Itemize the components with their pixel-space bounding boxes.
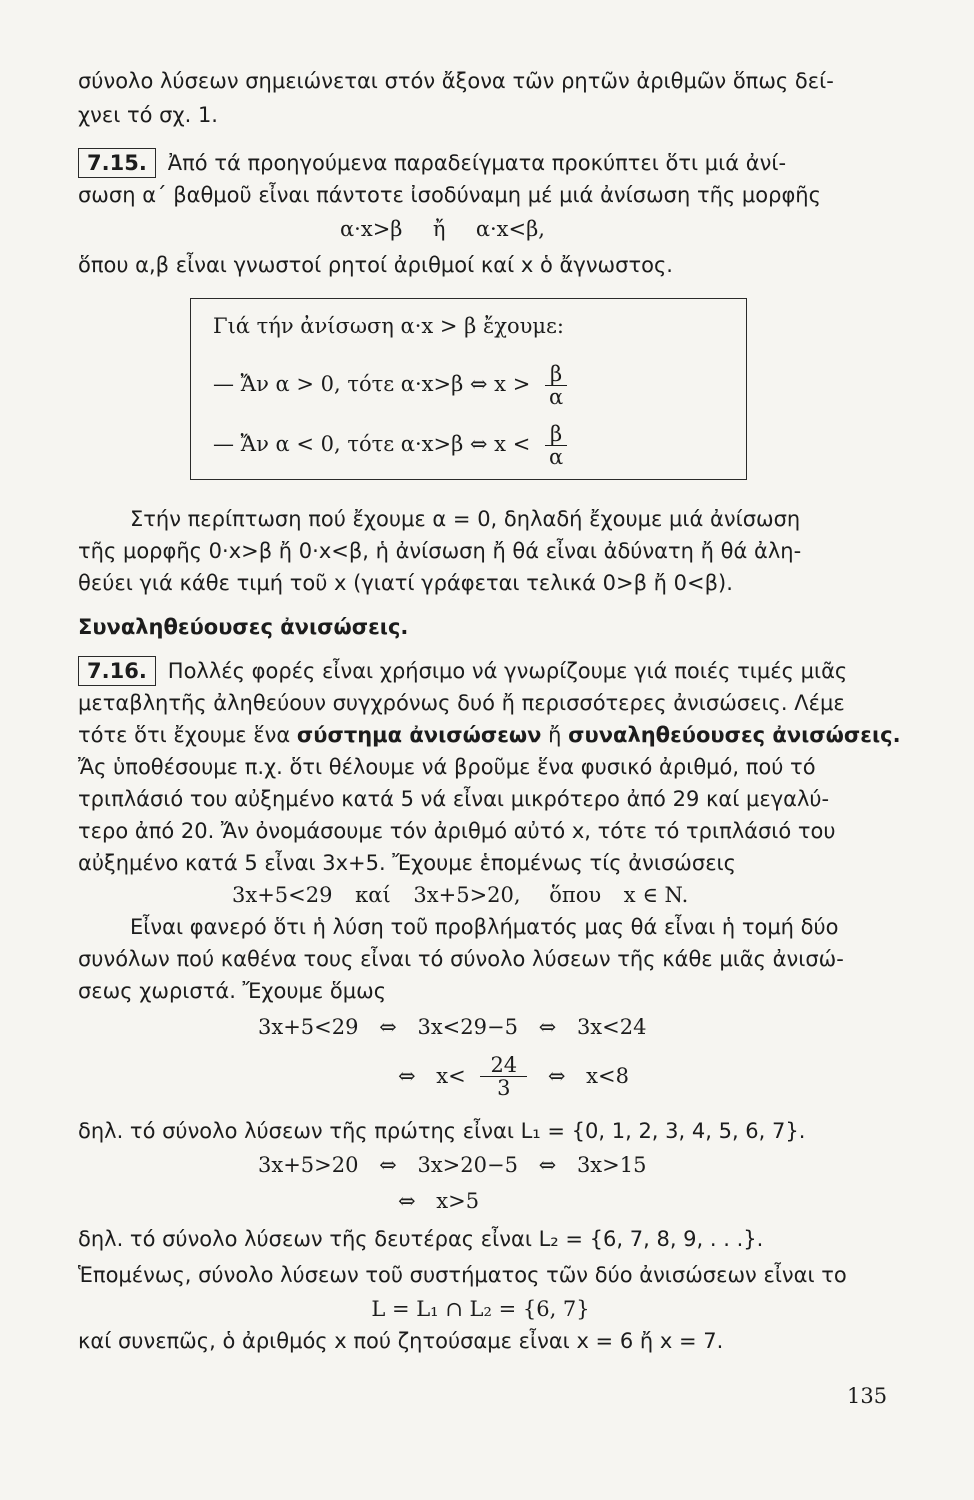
text-line: τριπλάσιό του αὐξημένο κατά 5 νά εἶναι μικρότερο ἀπό 29 καί μεγαλύ- [78, 787, 830, 811]
math-expr: x<8 [586, 1064, 629, 1088]
fraction-denominator: α [548, 385, 564, 409]
text-line [78, 720, 901, 750]
equiv-symbol: ⇔ [379, 1153, 397, 1177]
equiv-symbol: ⇔ [547, 1064, 566, 1088]
rule-box [190, 298, 747, 480]
section-number-7-15: 7.15. [78, 148, 156, 178]
text-line: συνόλων πού καθένα τους εἶναι τό σύνολο λύσεων τῆς κάθε μιᾶς ἀνισώ- [78, 947, 844, 971]
inequality-system [232, 880, 792, 910]
text-line: χνει τό σχ. 1. [78, 103, 218, 127]
equiv-symbol: ⇔ [379, 1015, 397, 1039]
box-rule-positive [213, 363, 567, 408]
page-number: 135 [847, 1384, 888, 1408]
section-number-7-16: 7.16. [78, 656, 156, 686]
math-expr: x>5 [436, 1189, 480, 1213]
text-line: δηλ. τό σύνολο λύσεων τῆς δευτέρας εἶναι L₂ = {6, 7, 8, 9, . . .}. [78, 1227, 764, 1251]
math-expr: 3x<29−5 [417, 1015, 518, 1039]
text-line: δηλ. τό σύνολο λύσεων τῆς πρώτης εἶναι L₁ = {0, 1, 2, 3, 4, 5, 6, 7}. [78, 1119, 806, 1143]
section-7-16-line [78, 656, 883, 686]
text-line: σύνολο λύσεων σημειώνεται στόν ἄξονα τῶν ρητῶν ἀριθμῶν ὅπως δεί- [78, 69, 834, 93]
text-line: τῆς μορφῆς 0·x>β ἤ 0·x<β, ἡ ἀνίσωση ἤ θά εἶναι ἀδύνατη ἤ θά ἀλη- [78, 539, 802, 563]
box-line: Γιά τήν ἀνίσωση α·x > β ἔχουμε: [213, 314, 565, 338]
text-line: Ἄς ὑποθέσουμε π.χ. ὅτι θέλουμε νά βροῦμε ἕνα φυσικό ἀριθμό, πού τό [78, 755, 816, 779]
text-line: καί συνεπῶς, ὁ ἀριθμός x πού ζητούσαμε εἶναι x = 6 ἤ x = 7. [78, 1329, 724, 1353]
equiv-symbol: ⇔ [398, 1189, 416, 1213]
where-word: ὅπου [549, 883, 602, 907]
math-expr: 3x<24 [576, 1015, 647, 1039]
text-span: τότε ὅτι ἔχουμε ἕνα [78, 723, 291, 747]
inequality-2: 3x+5>20, [413, 883, 521, 907]
final-intersection: L = L₁ ∩ L₂ = {6, 7} [371, 1297, 590, 1321]
fraction-beta-alpha [545, 423, 567, 468]
text-line: Πολλές φορές εἶναι χρήσιμο νά γνωρίζουμε γιά ποιές τιμές μιᾶς [167, 659, 848, 683]
math-expr: 3x+5<29 [258, 1015, 359, 1039]
equiv-symbol: ⇔ [398, 1064, 416, 1088]
math-expr: 3x+5>20 [258, 1153, 359, 1177]
math-expr: x< [436, 1064, 466, 1088]
fraction-denominator: 3 [497, 1076, 511, 1100]
text-line: Εἶναι φανερό ὅτι ἡ λύση τοῦ προβλήματός μας θά εἶναι ἡ τομή δύο [130, 915, 839, 939]
text-line: Στήν περίπτωση πού ἔχουμε α = 0, δηλαδή ἔχουμε μιά ἀνίσωση [130, 507, 801, 531]
text-line: τερο ἀπό 20. Ἄν ὀνομάσουμε τόν ἀριθμό αὐτό x, τότε τό τριπλάσιό του [78, 819, 836, 843]
text-line: Ἑπομένως, σύνολο λύσεων τοῦ συστήματος τῶν δύο ἀνισώσεων εἶναι το [78, 1263, 847, 1287]
box-rule-negative [213, 423, 567, 468]
box-rule-text: — Ἄν α < 0, τότε α·x>β ⇔ x < [213, 432, 531, 456]
math-expr: 3x>15 [576, 1153, 647, 1177]
section-7-15-line [78, 148, 883, 178]
or-word: ἤ [432, 217, 446, 241]
form-greater: α·x>β [340, 217, 403, 241]
and-word: καί [355, 883, 391, 907]
text-line: θεύει γιά κάθε τιμή τοῦ x (γιατί γράφεται τελικά 0>β ἤ 0<β). [78, 571, 733, 595]
equiv-symbol: ⇔ [538, 1153, 557, 1177]
math-expr: 3x>20−5 [417, 1153, 518, 1177]
math-step-4 [398, 1186, 698, 1216]
form-less: α·x<β, [475, 217, 545, 241]
text-line: αὐξημένο κατά 5 εἶναι 3x+5. Ἔχουμε ἑπομένως τίς ἀνισώσεις [78, 851, 736, 875]
term-system-of-inequalities: σύστημα ἀνισώσεων [296, 723, 542, 747]
fraction-denominator: α [548, 445, 564, 469]
text-span: ἤ [548, 723, 562, 747]
equiv-symbol: ⇔ [538, 1015, 557, 1039]
fraction-24-over-3 [480, 1054, 527, 1099]
fraction-numerator: 24 [480, 1054, 527, 1077]
math-step-3 [258, 1150, 858, 1180]
text-line: μεταβλητῆς ἀληθεύουν συγχρόνως δυό ἤ περισσότερες ἀνισώσεις. Λέμε [78, 691, 845, 715]
text-line: σωση α΄ βαθμοῦ εἶναι πάντοτε ἰσοδύναμη μέ μιά ἀνίσωση τῆς μορφῆς [78, 183, 821, 207]
inequality-forms [340, 214, 700, 244]
math-step-1 [258, 1012, 858, 1042]
text-line: Ἀπό τά προηγούμενα παραδείγματα προκύπτει ὅτι μιά ἀνί- [167, 151, 787, 175]
subsection-heading: Συναληθεύουσες ἀνισώσεις. [78, 615, 409, 639]
math-step-2 [398, 1054, 798, 1099]
fraction-numerator: β [545, 423, 567, 446]
domain-natural: x ∈ N. [623, 883, 689, 907]
fraction-beta-alpha [545, 363, 567, 408]
text-line: ὅπου α,β εἶναι γνωστοί ρητοί ἀριθμοί καί x ὁ ἄγνωστος. [78, 253, 673, 277]
text-line: σεως χωριστά. Ἔχουμε ὅμως [78, 979, 387, 1003]
inequality-1: 3x+5<29 [232, 883, 333, 907]
box-rule-text: — Ἄν α > 0, τότε α·x>β ⇔ x > [213, 372, 531, 396]
fraction-numerator: β [545, 363, 567, 386]
term-simultaneous-inequalities: συναληθεύουσες ἀνισώσεις. [568, 723, 901, 747]
